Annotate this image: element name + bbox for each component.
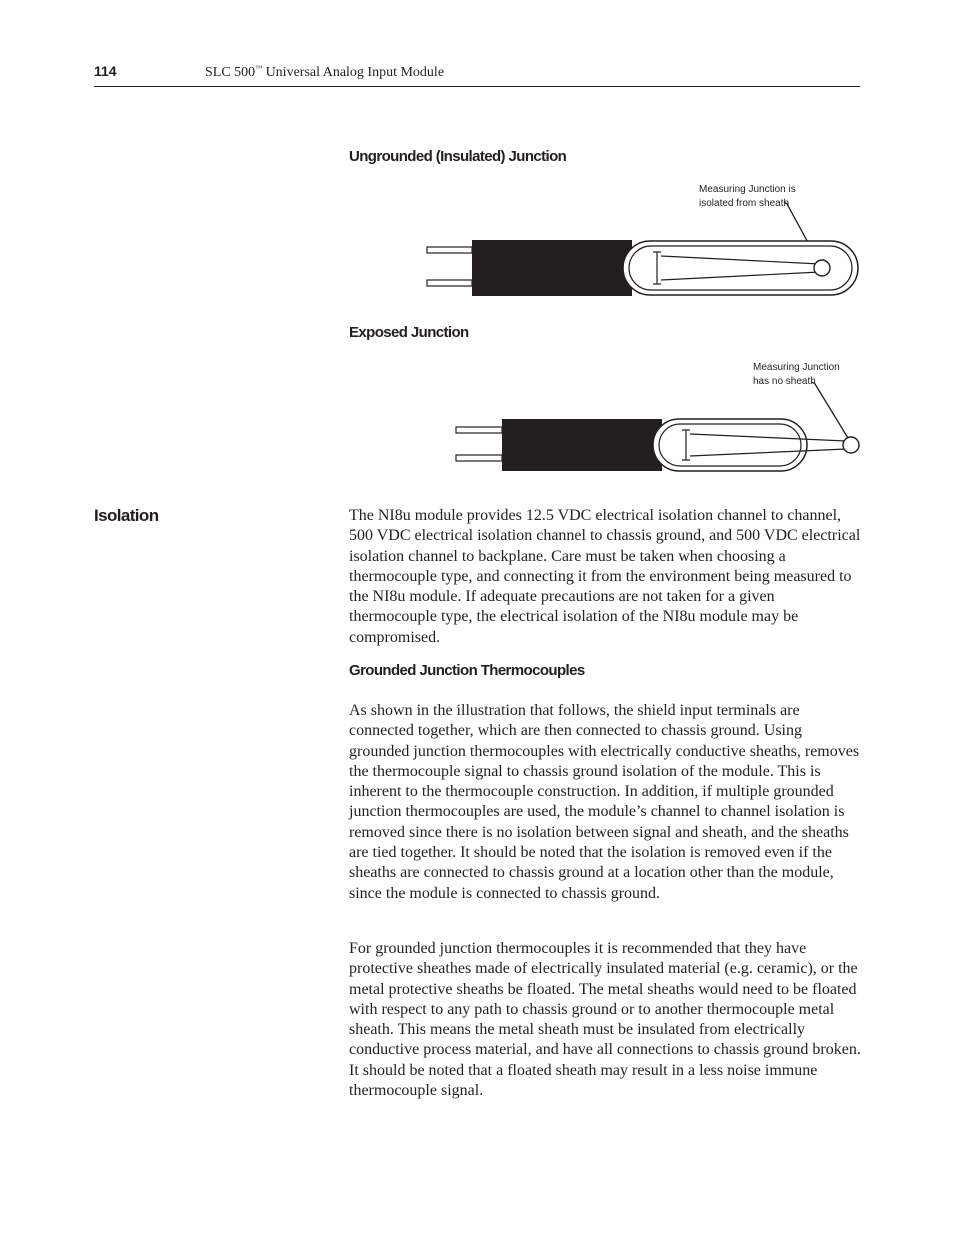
ungrounded-junction-heading: Ungrounded (Insulated) Junction — [349, 148, 567, 165]
trademark-symbol: ™ — [255, 64, 263, 72]
exposed-callout-line2: has no sheath — [753, 376, 816, 387]
ungrounded-callout-line1: Measuring Junction is — [699, 184, 796, 195]
grounded-junction-paragraph-1: As shown in the illustration that follows, the shield input terminals are connected together, which are then connected to chassis ground. Using grounded junction thermocouples with electrically conductive sheaths, removes the thermocouple signal to chassis ground isolation of the module. This is inherent to the thermocouple construction. In addition, if multiple grounded junction thermocouples are used, the module’s channel to channel isolation is removed since there is no isolation between signal and sheath, and the sheaths are tied together. It should be noted that the isolation is removed even if the sheaths are connected to chassis ground at a location other than the module, since the module is connected to chassis ground. — [349, 702, 860, 902]
ungrounded-junction-diagram — [420, 180, 865, 302]
isolation-heading: Isolation — [94, 506, 159, 525]
lead-wire-top — [456, 427, 502, 433]
grounded-junction-heading: Grounded Junction Thermocouples — [349, 662, 585, 679]
measuring-junction — [843, 437, 859, 453]
page-number: 114 — [94, 63, 117, 79]
exposed-junction-heading: Exposed Junction — [349, 324, 469, 341]
grounded-junction-paragraph-2: For grounded junction thermocouples it is recommended that they have protective sheathes made of electrically insulated material (e.g. ceramic), or the metal protective sheaths be floated. The metal sheaths would need to be floated with respect to any path to chassis ground or to another thermocouple metal sheath. This means the metal sheath must be insulated from electrically conductive process material, and have all connections to chassis ground broken. It should be noted that a floated sheath may result in a less noise immune thermocouple signal. — [349, 940, 861, 1100]
running-title-main: SLC 500 — [205, 65, 256, 80]
ungrounded-callout-line2: isolated from sheath — [699, 198, 790, 209]
isolation-paragraph: The NI8u module provides 12.5 VDC electrical isolation channel to channel, 500 VDC electrical isolation channel to chassis ground, and 500 VDC electrical isolation channel to backplane. Care must be taken when choosing a thermocouple type, and connecting it from the environment being measured to the NI8u module. If adequate precautions are not taken for a given thermocouple type, the electrical isolation of the NI8u module may be compromised. — [349, 507, 861, 646]
header-rule — [94, 86, 860, 87]
exposed-junction-diagram — [450, 358, 865, 476]
probe-body — [502, 419, 662, 471]
running-title-rest: Universal Analog Input Module — [262, 65, 445, 80]
sheath-outer — [653, 419, 807, 471]
lead-wire-bottom — [427, 280, 472, 286]
running-title — [205, 64, 444, 81]
exposed-callout-line1: Measuring Junction — [753, 362, 840, 373]
probe-body — [472, 240, 632, 296]
lead-wire-top — [427, 247, 472, 253]
lead-wire-bottom — [456, 455, 502, 461]
exposed-callout-leader — [812, 382, 848, 438]
measuring-junction — [814, 260, 830, 276]
